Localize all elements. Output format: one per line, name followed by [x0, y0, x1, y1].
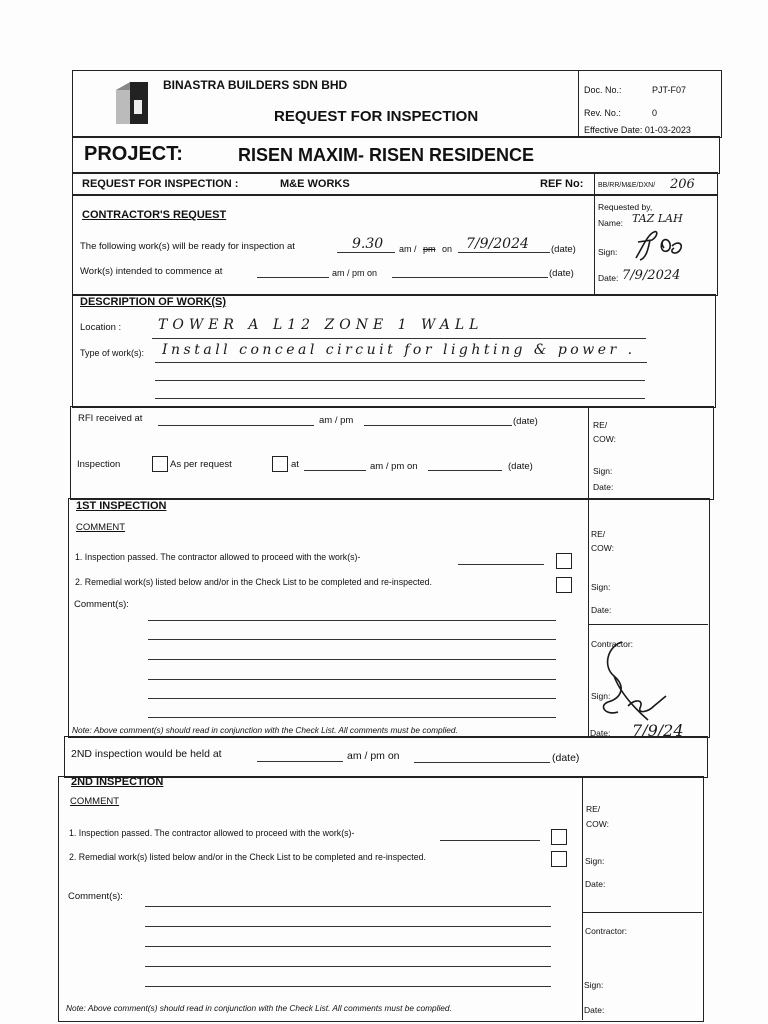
first-contractor-date-label: Date:: [590, 728, 611, 738]
second-re-label: RE/: [586, 804, 601, 814]
rev-no-value: 0: [652, 108, 658, 118]
first-date-label: Date:: [591, 605, 612, 615]
second-inspection-heading: 2ND INSPECTION: [71, 776, 164, 788]
ready-date[interactable]: 7/9/2024: [466, 236, 529, 252]
contractor-signature: [592, 636, 672, 728]
as-per-request-label: As per request: [170, 459, 232, 470]
rfi-sign-label: Sign:: [593, 466, 613, 476]
second-contractor-date-label: Date:: [584, 1005, 605, 1015]
second-date-label: Date:: [585, 879, 606, 889]
second-pass-checkbox[interactable]: [551, 829, 567, 845]
second-comment-line[interactable]: [145, 946, 551, 947]
first-comment-line[interactable]: [148, 679, 556, 680]
location-label: Location :: [80, 322, 122, 333]
as-per-request-checkbox[interactable]: [152, 456, 168, 472]
at-time-checkbox[interactable]: [272, 456, 288, 472]
rfi-received-box: [70, 406, 714, 500]
requester-signature: [628, 228, 690, 264]
first-item-2: 2. Remedial work(s) listed below and/or in the Check List to be completed and re-inspected.: [75, 577, 432, 587]
ref-number: 206: [670, 177, 695, 192]
doc-no-label: Doc. No.:: [584, 85, 622, 95]
rfi-received-label: RFI received at: [78, 413, 143, 424]
rfi-cow-label: COW:: [593, 434, 616, 444]
rfi-received-ampm: am / pm: [319, 415, 354, 426]
second-comment-heading: COMMENT: [70, 796, 120, 807]
first-sign-label: Sign:: [591, 582, 611, 592]
inspection-label: Inspection: [77, 459, 121, 470]
at-label: at: [291, 459, 299, 470]
second-comment-line[interactable]: [145, 966, 551, 967]
company-name: BINASTRA BUILDERS SDN BHD: [163, 78, 348, 92]
first-comment-line[interactable]: [148, 659, 556, 660]
rfi-received-date: (date): [513, 416, 538, 427]
ready-pm-struck: pm: [423, 244, 436, 254]
second-comment-line[interactable]: [145, 986, 551, 987]
ready-line-prefix: The following work(s) will be ready for inspection at: [80, 241, 295, 252]
first-remedial-checkbox[interactable]: [556, 577, 572, 593]
first-comments-label: Comment(s):: [74, 599, 129, 610]
second-cow-label: COW:: [586, 819, 609, 829]
ref-label: REF No:: [540, 178, 584, 190]
first-contractor-label: Contractor:: [591, 639, 634, 649]
second-held-prefix: 2ND inspection would be held at: [71, 748, 222, 760]
second-item-2: 2. Remedial work(s) listed below and/or in the Check List to be completed and re-inspected.: [69, 852, 426, 862]
first-comment-heading: COMMENT: [76, 522, 126, 533]
location-value[interactable]: TOWER A L12 ZONE 1 WALL: [158, 317, 484, 333]
at-ampm-on: am / pm on: [370, 461, 418, 472]
first-contractor-sign-label: Sign:: [591, 691, 611, 701]
second-remedial-checkbox[interactable]: [551, 851, 567, 867]
type-of-work-value[interactable]: Install conceal circuit for lighting & power .: [162, 342, 636, 358]
effective-date: Effective Date: 01-03-2023: [584, 125, 691, 135]
second-sign-label: Sign:: [585, 856, 605, 866]
second-note: Note: Above comment(s) should read in conjunction with the Check List. All comments must be complied.: [66, 1003, 452, 1013]
request-date: 7/9/2024: [622, 268, 681, 283]
second-contractor-sign-label: Sign:: [584, 980, 604, 990]
first-pass-checkbox[interactable]: [556, 553, 572, 569]
form-title: REQUEST FOR INSPECTION: [274, 108, 479, 125]
first-inspection-heading: 1ST INSPECTION: [76, 500, 167, 512]
second-comment-line[interactable]: [145, 906, 551, 907]
first-comment-line[interactable]: [148, 620, 556, 621]
first-comment-line[interactable]: [148, 698, 556, 699]
rfi-date-label: Date:: [593, 482, 614, 492]
second-item-1: 1. Inspection passed. The contractor allowed to proceed with the work(s)-: [69, 828, 355, 838]
request-date-label: Date:: [598, 273, 619, 283]
description-heading: DESCRIPTION OF WORK(S): [80, 296, 227, 308]
ref-prefix: BB/RR/M&E/DXN/: [598, 182, 656, 189]
type-of-work-label: Type of work(s):: [80, 348, 145, 358]
first-comment-line[interactable]: [148, 639, 556, 640]
first-contractor-date: 7/9/24: [632, 721, 684, 740]
ready-ampm: am /: [399, 244, 417, 254]
first-item-1: 1. Inspection passed. The contractor allowed to proceed with the work(s)-: [75, 552, 361, 562]
first-note: Note: Above comment(s) should read in conjunction with the Check List. All comments must be complied.: [72, 725, 458, 735]
name-label: Name:: [598, 218, 624, 228]
company-logo: [112, 78, 152, 126]
first-comment-line[interactable]: [148, 717, 556, 718]
ready-on: on: [442, 244, 453, 254]
project-label: PROJECT:: [84, 143, 183, 165]
requested-by-label: Requested by,: [598, 202, 653, 212]
rev-no-label: Rev. No.:: [584, 108, 621, 118]
project-name: RISEN MAXIM- RISEN RESIDENCE: [238, 145, 535, 165]
second-comments-label: Comment(s):: [68, 891, 123, 902]
rfi-works: M&E WORKS: [280, 178, 350, 190]
rfi-label: REQUEST FOR INSPECTION :: [82, 178, 239, 190]
commence-date-suffix: (date): [549, 268, 574, 279]
ready-time[interactable]: 9.30: [352, 236, 384, 252]
first-re-label: RE/: [591, 529, 606, 539]
doc-no-value: PJT-F07: [652, 85, 687, 95]
second-held-date: (date): [552, 752, 580, 764]
commence-ampm: am / pm on: [332, 268, 378, 278]
rfi-re-label: RE/: [593, 420, 608, 430]
second-comment-line[interactable]: [145, 926, 551, 927]
second-held-ampm: am / pm on: [347, 750, 400, 762]
first-cow-label: COW:: [591, 543, 614, 553]
requester-name: TAZ LAH: [632, 212, 683, 225]
ready-date-suffix: (date): [551, 244, 576, 255]
sign-label: Sign:: [598, 247, 618, 257]
commence-line-prefix: Work(s) intended to commence at: [80, 266, 223, 277]
contractor-request-heading: CONTRACTOR'S REQUEST: [82, 209, 227, 221]
at-date: (date): [508, 461, 533, 472]
second-contractor-label: Contractor:: [585, 926, 628, 936]
